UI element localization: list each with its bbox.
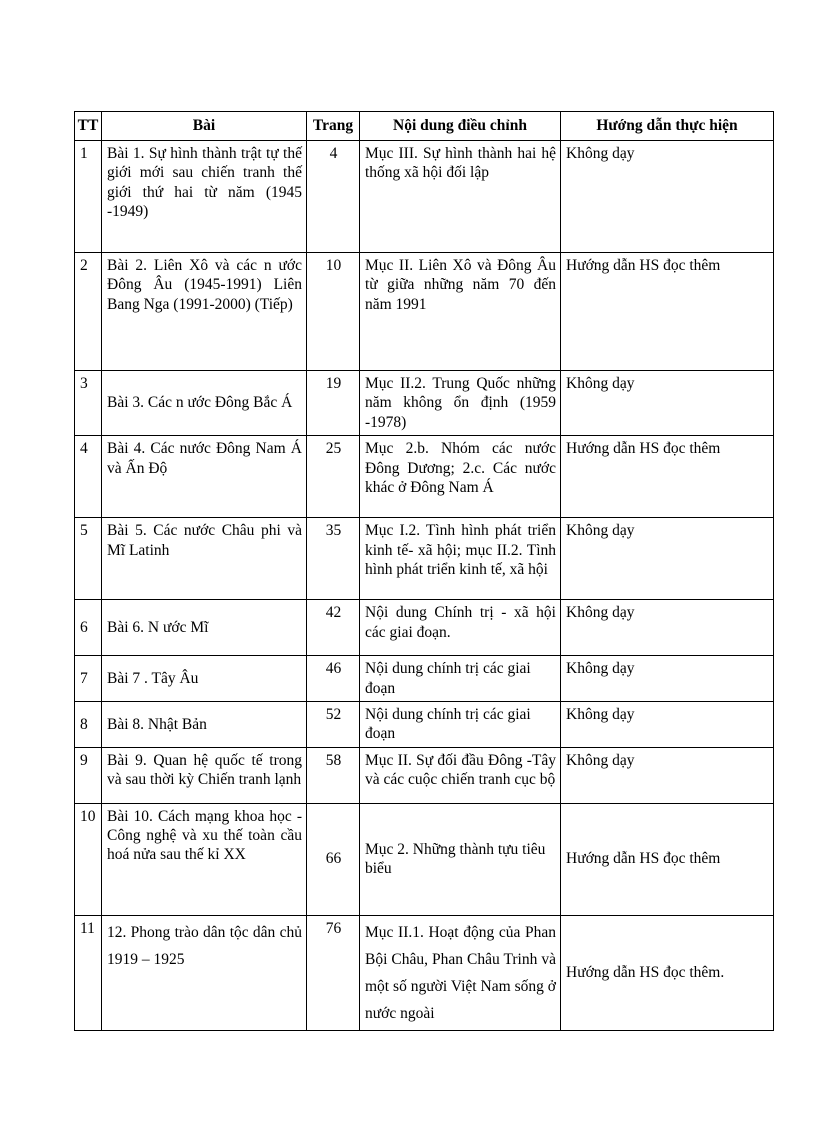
cell-trang: 35 bbox=[307, 518, 360, 600]
table-row bbox=[75, 253, 774, 371]
cell-bai: Bài 2. Liên Xô và các n ước Đông Âu (1945-1991) Liên Bang Nga (1991-2000) (Tiếp) bbox=[102, 253, 307, 371]
cell-huong-dan: Không dạy bbox=[561, 656, 774, 702]
cell-trang: 42 bbox=[307, 600, 360, 656]
cell-trang: 46 bbox=[307, 656, 360, 702]
table-row bbox=[75, 915, 774, 1031]
table-row bbox=[75, 656, 774, 702]
cell-tt: 6 bbox=[75, 600, 102, 656]
cell-noi-dung: Mục 2.b. Nhóm các nước Đông Dương; 2.c. Các nước khác ở Đông Nam Á bbox=[360, 436, 561, 518]
cell-noi-dung: Mục 2. Những thành tựu tiêu biểu bbox=[360, 803, 561, 915]
adjustment-table bbox=[74, 111, 774, 1031]
cell-tt: 9 bbox=[75, 747, 102, 803]
header-huong-dan: Hướng dẫn thực hiện bbox=[561, 112, 774, 141]
cell-bai: Bài 5. Các nước Châu phi và Mĩ Latinh bbox=[102, 518, 307, 600]
cell-trang: 19 bbox=[307, 371, 360, 436]
table-row bbox=[75, 600, 774, 656]
cell-tt: 7 bbox=[75, 656, 102, 702]
cell-bai: Bài 8. Nhật Bản bbox=[102, 701, 307, 747]
cell-huong-dan: Hướng dẫn HS đọc thêm bbox=[561, 803, 774, 915]
cell-huong-dan: Không dạy bbox=[561, 518, 774, 600]
header-bai: Bài bbox=[102, 112, 307, 141]
table-row bbox=[75, 141, 774, 253]
cell-tt: 3 bbox=[75, 371, 102, 436]
cell-bai: Bài 9. Quan hệ quốc tế trong và sau thời kỳ Chiến tranh lạnh bbox=[102, 747, 307, 803]
header-row bbox=[75, 112, 774, 141]
cell-noi-dung: Mục III. Sự hình thành hai hệ thống xã hội đối lập bbox=[360, 141, 561, 253]
cell-bai: 12. Phong trào dân tộc dân chủ 1919 – 1925 bbox=[102, 915, 307, 1031]
cell-huong-dan: Không dạy bbox=[561, 701, 774, 747]
cell-tt: 2 bbox=[75, 253, 102, 371]
cell-tt: 8 bbox=[75, 701, 102, 747]
cell-trang: 66 bbox=[307, 803, 360, 915]
cell-noi-dung: Mục II. Liên Xô và Đông Âu từ giữa những năm 70 đến năm 1991 bbox=[360, 253, 561, 371]
table-row bbox=[75, 803, 774, 915]
cell-huong-dan: Hướng dẫn HS đọc thêm. bbox=[561, 915, 774, 1031]
cell-huong-dan: Không dạy bbox=[561, 600, 774, 656]
header-noi-dung: Nội dung điều chỉnh bbox=[360, 112, 561, 141]
cell-huong-dan: Không dạy bbox=[561, 371, 774, 436]
cell-noi-dung: Mục II.1. Hoạt động của Phan Bội Châu, Phan Châu Trinh và một số người Việt Nam sống ở nước ngoài bbox=[360, 915, 561, 1031]
cell-bai: Bài 10. Cách mạng khoa học - Công nghệ và xu thế toàn cầu hoá nửa sau thế kỉ XX bbox=[102, 803, 307, 915]
cell-tt: 10 bbox=[75, 803, 102, 915]
cell-noi-dung: Mục II. Sự đối đầu Đông -Tây và các cuộc chiến tranh cục bộ bbox=[360, 747, 561, 803]
header-trang: Trang bbox=[307, 112, 360, 141]
cell-trang: 10 bbox=[307, 253, 360, 371]
cell-bai: Bài 6. N ước Mĩ bbox=[102, 600, 307, 656]
table-row bbox=[75, 747, 774, 803]
table-row bbox=[75, 371, 774, 436]
cell-tt: 5 bbox=[75, 518, 102, 600]
header-tt: TT bbox=[75, 112, 102, 141]
table-row bbox=[75, 436, 774, 518]
cell-bai: Bài 4. Các nước Đông Nam Á và Ấn Độ bbox=[102, 436, 307, 518]
cell-trang: 58 bbox=[307, 747, 360, 803]
cell-bai: Bài 3. Các n ước Đông Bắc Á bbox=[102, 371, 307, 436]
cell-trang: 4 bbox=[307, 141, 360, 253]
table-row bbox=[75, 518, 774, 600]
table-row bbox=[75, 701, 774, 747]
cell-huong-dan: Hướng dẫn HS đọc thêm bbox=[561, 253, 774, 371]
cell-huong-dan: Không dạy bbox=[561, 141, 774, 253]
cell-noi-dung: Nội dung chính trị các giai đoạn bbox=[360, 656, 561, 702]
cell-bai: Bài 1. Sự hình thành trật tự thế giới mới sau chiến tranh thế giới thứ hai từ năm (1945 -1949) bbox=[102, 141, 307, 253]
cell-trang: 25 bbox=[307, 436, 360, 518]
cell-huong-dan: Hướng dẫn HS đọc thêm bbox=[561, 436, 774, 518]
cell-trang: 52 bbox=[307, 701, 360, 747]
cell-noi-dung: Nội dung chính trị các giai đoạn bbox=[360, 701, 561, 747]
cell-trang: 76 bbox=[307, 915, 360, 1031]
cell-noi-dung: Mục II.2. Trung Quốc những năm không ổn định (1959 -1978) bbox=[360, 371, 561, 436]
cell-tt: 1 bbox=[75, 141, 102, 253]
cell-tt: 11 bbox=[75, 915, 102, 1031]
cell-noi-dung: Mục I.2. Tình hình phát triển kinh tế- xã hội; mục II.2. Tình hình phát triển kinh tế, xã hội bbox=[360, 518, 561, 600]
cell-noi-dung: Nội dung Chính trị - xã hội các giai đoạn. bbox=[360, 600, 561, 656]
cell-huong-dan: Không dạy bbox=[561, 747, 774, 803]
cell-tt: 4 bbox=[75, 436, 102, 518]
cell-bai: Bài 7 . Tây Âu bbox=[102, 656, 307, 702]
